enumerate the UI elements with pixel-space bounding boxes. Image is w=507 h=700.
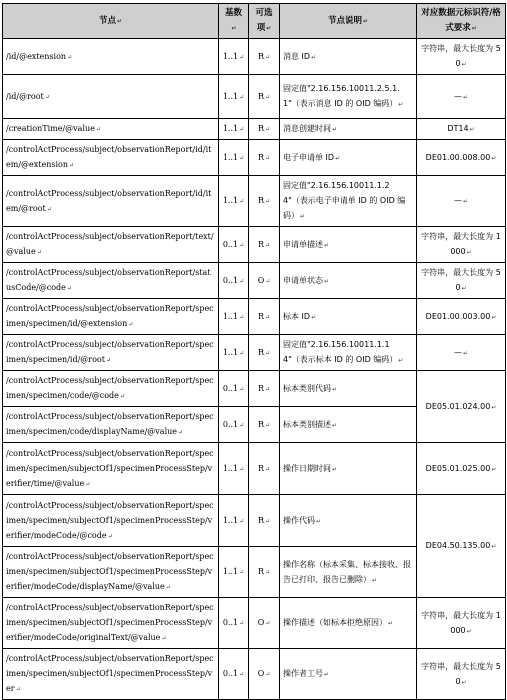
standard-cell: DE04.50.135.00↵ <box>417 495 506 598</box>
cardinality-cell: 1..1↵ <box>219 495 249 547</box>
cardinality-cell: 1..1↵ <box>219 119 249 140</box>
optional-cell: O↵ <box>249 598 280 649</box>
optional-cell: R↵ <box>249 299 280 335</box>
node-path-cell: /controlActProcess/subject/observationReport/text/@value↵ <box>3 227 219 263</box>
standard-cell: DE01.00.008.00↵ <box>417 140 506 176</box>
table-row <box>3 75 506 119</box>
cardinality-cell: 1..1↵ <box>219 299 249 335</box>
node-path-cell: /controlActProcess/subject/observationReport/specimen/specimen/subjectOf1/specimenProcessStep/verifier/time/@value↵ <box>3 443 219 495</box>
node-path-cell: /creationTime/@value↵ <box>3 119 219 140</box>
header-cardinality: 基数↵ <box>219 4 249 39</box>
standard-cell: 字符串，最大长度为 50↵ <box>417 649 506 700</box>
table-row <box>3 299 506 335</box>
node-path-cell: /controlActProcess/subject/observationReport/specimen/specimen/code/@code↵ <box>3 371 219 407</box>
standard-cell: DE01.00.003.00↵ <box>417 299 506 335</box>
table-row <box>3 119 506 140</box>
standard-cell: 字符串，最大长度为 50↵ <box>417 39 506 75</box>
table-row <box>3 371 506 407</box>
optional-cell: O↵ <box>249 263 280 299</box>
standard-cell: —↵ <box>417 176 506 227</box>
description-cell: 申请单状态↵ <box>280 263 417 299</box>
header-node: 节点↵ <box>3 4 219 39</box>
optional-cell: R↵ <box>249 75 280 119</box>
table-row <box>3 227 506 263</box>
cardinality-cell: 1..1↵ <box>219 335 249 371</box>
cardinality-cell: 0..1↵ <box>219 227 249 263</box>
description-cell: 消息创建时间↵ <box>280 119 417 140</box>
description-cell: 操作日期时间↵ <box>280 443 417 495</box>
cardinality-cell: 0..1↵ <box>219 598 249 649</box>
node-path-cell: /controlActProcess/subject/observationReport/specimen/specimen/id/@extension↵ <box>3 299 219 335</box>
description-cell: 操作代码↵ <box>280 495 417 547</box>
header-description: 节点说明↵ <box>280 4 417 39</box>
optional-cell: R↵ <box>249 335 280 371</box>
cardinality-cell: 1..1↵ <box>219 176 249 227</box>
standard-cell: DE05.01.024.00↵ <box>417 371 506 443</box>
description-cell: 标本 ID↵ <box>280 299 417 335</box>
description-cell: 电子申请单 ID↵ <box>280 140 417 176</box>
table-row <box>3 495 506 547</box>
table-row <box>3 263 506 299</box>
cardinality-cell: 0..1↵ <box>219 407 249 443</box>
table-row <box>3 140 506 176</box>
standard-cell: 字符串，最大长度为 50↵ <box>417 263 506 299</box>
node-path-cell: /controlActProcess/subject/observationReport/specimen/specimen/code/displayName/@value↵ <box>3 407 219 443</box>
node-path-cell: /controlActProcess/subject/observationReport/specimen/specimen/subjectOf1/specimenProcessStep/verifier/modeCode/@code↵ <box>3 495 219 547</box>
description-cell: 操作描述（如标本拒绝原因）↵ <box>280 598 417 649</box>
node-path-cell: /controlActProcess/subject/observationReport/statusCode/@code↵ <box>3 263 219 299</box>
standard-cell: —↵ <box>417 335 506 371</box>
optional-cell: R↵ <box>249 443 280 495</box>
node-path-cell: /controlActProcess/subject/observationReport/specimen/specimen/subjectOf1/specimenProcessStep/ver↵ <box>3 649 219 700</box>
header-row <box>3 4 506 39</box>
optional-cell: O↵ <box>249 649 280 700</box>
table-row <box>3 39 506 75</box>
cardinality-cell: 1..1↵ <box>219 443 249 495</box>
optional-cell: R↵ <box>249 495 280 547</box>
cardinality-cell: 0..1↵ <box>219 649 249 700</box>
description-cell: 标本类别代码↵ <box>280 371 417 407</box>
table-row <box>3 598 506 649</box>
node-path-cell: /controlActProcess/subject/observationReport/specimen/specimen/subjectOf1/specimenProcessStep/verifier/modeCode/originalText/@value↵ <box>3 598 219 649</box>
table-row <box>3 649 506 700</box>
optional-cell: R↵ <box>249 407 280 443</box>
optional-cell: R↵ <box>249 371 280 407</box>
optional-cell: R↵ <box>249 140 280 176</box>
optional-cell: R↵ <box>249 39 280 75</box>
description-cell: 消息 ID↵ <box>280 39 417 75</box>
node-path-cell: /controlActProcess/subject/observationReport/id/item/@root↵ <box>3 176 219 227</box>
spec-table <box>2 3 506 700</box>
optional-cell: R↵ <box>249 119 280 140</box>
standard-cell: DE05.01.025.00↵ <box>417 443 506 495</box>
header-standard: 对应数据元标识符/格式要求↵ <box>417 4 506 39</box>
cardinality-cell: 1..1↵ <box>219 547 249 598</box>
cardinality-cell: 1..1↵ <box>219 75 249 119</box>
standard-cell: DT14↵ <box>417 119 506 140</box>
description-cell: 固定值"2.16.156.10011.1.14"（表示标本 ID 的 OID 编码）↵ <box>280 335 417 371</box>
table-row <box>3 443 506 495</box>
node-path-cell: /id/@root↵ <box>3 75 219 119</box>
cardinality-cell: 0..1↵ <box>219 263 249 299</box>
node-path-cell: /id/@extension↵ <box>3 39 219 75</box>
table-row <box>3 176 506 227</box>
description-cell: 操作者工号↵ <box>280 649 417 700</box>
optional-cell: R↵ <box>249 227 280 263</box>
description-cell: 操作名称（标本采集、标本接收、报告已打印、报告已删除）↵ <box>280 547 417 598</box>
cardinality-cell: 1..1↵ <box>219 140 249 176</box>
description-cell: 固定值"2.16.156.10011.1.24"（表示电子申请单 ID 的 OID 编码）↵ <box>280 176 417 227</box>
description-cell: 申请单描述↵ <box>280 227 417 263</box>
optional-cell: R↵ <box>249 547 280 598</box>
header-optional: 可选项↵ <box>249 4 280 39</box>
table-row <box>3 335 506 371</box>
description-cell: 标本类别描述↵ <box>280 407 417 443</box>
description-cell: 固定值"2.16.156.10011.2.5.1.1"（表示消息 ID 的 OID 编码）↵ <box>280 75 417 119</box>
node-path-cell: /controlActProcess/subject/observationReport/specimen/specimen/subjectOf1/specimenProcessStep/verifier/modeCode/displayName/@value↵ <box>3 547 219 598</box>
standard-cell: 字符串，最大长度为 1000↵ <box>417 598 506 649</box>
optional-cell: R↵ <box>249 176 280 227</box>
node-path-cell: /controlActProcess/subject/observationReport/specimen/specimen/id/@root↵ <box>3 335 219 371</box>
node-path-cell: /controlActProcess/subject/observationReport/id/item/@extension↵ <box>3 140 219 176</box>
standard-cell: 字符串，最大长度为 1000↵ <box>417 227 506 263</box>
standard-cell: —↵ <box>417 75 506 119</box>
cardinality-cell: 1..1↵ <box>219 39 249 75</box>
cardinality-cell: 0..1↵ <box>219 371 249 407</box>
